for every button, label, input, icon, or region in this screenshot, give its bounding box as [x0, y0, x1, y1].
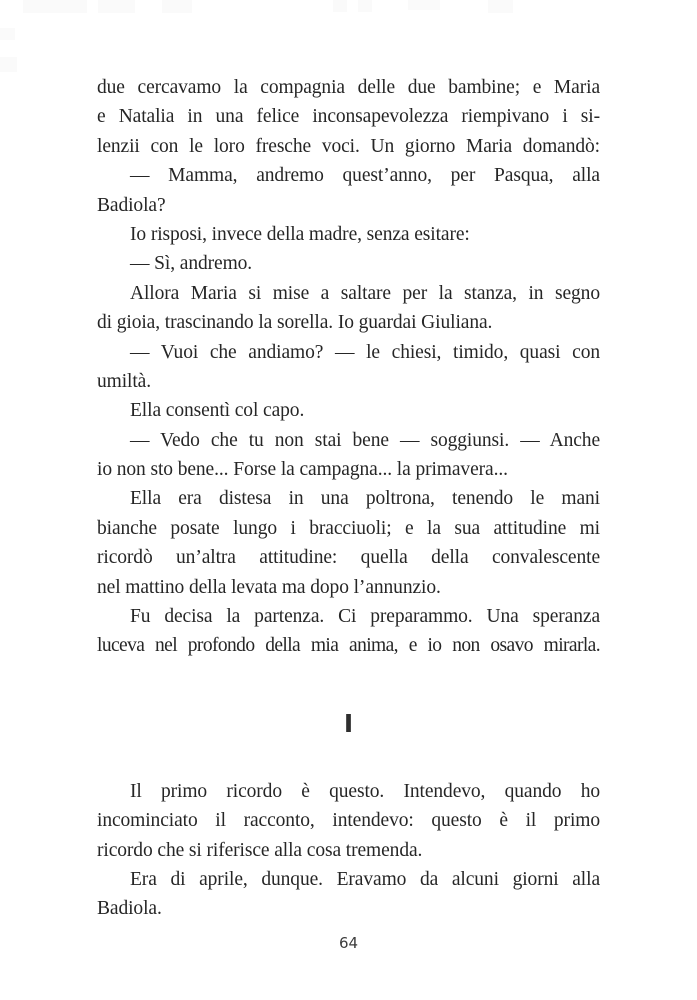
text-line: Allora Maria si mise a saltare per la stanza, in segno	[130, 282, 600, 304]
scan-artifact	[408, 0, 440, 10]
text-line: Era di aprile, dunque. Eravamo da alcuni giorni alla	[130, 868, 600, 890]
text-line: io non sto bene... Forse la campagna... la primavera...	[97, 459, 508, 481]
text-line: umiltà.	[97, 370, 152, 392]
text-line: Badiola.	[97, 898, 162, 920]
text-line: — Sì, andremo.	[130, 253, 253, 275]
text-line: Ella consentì col capo.	[130, 400, 305, 422]
text-line: ricordò un’altra attitudine: quella della convalescente	[97, 547, 600, 569]
text-line: ricordo che si riferisce alla cosa tremenda.	[97, 839, 423, 861]
text-line: due cercavamo la compagnia delle due bambine; e Maria	[97, 77, 600, 98]
scan-artifact	[358, 0, 372, 12]
page-number: 64	[338, 934, 359, 952]
text-line: e Natalia in una felice inconsapevolezza riempivano i si-	[97, 106, 600, 128]
text-line: luceva nel profondo della mia anima, e io non osavo mirarla.	[97, 635, 600, 657]
text-line: — Vuoi che andiamo? — le chiesi, timido, quasi con	[130, 341, 600, 363]
text-line: lenzii con le loro fresche voci. Un giorno Maria domandò:	[97, 135, 600, 157]
text-line: Ella era distesa in una poltrona, tenendo le mani	[130, 488, 600, 510]
body-text	[97, 73, 600, 924]
text-line: Fu decisa la partenza. Ci preparammo. Una speranza	[130, 606, 600, 628]
text-line: nel mattino della levata ma dopo l’annunzio.	[97, 576, 441, 598]
text-line: Il primo ricordo è questo. Intendevo, quando ho	[130, 780, 600, 802]
scan-artifact	[98, 0, 135, 13]
text-line: di gioia, trascinando la sorella. Io guardai Giuliana.	[97, 312, 493, 334]
scan-artifact	[67, 0, 87, 13]
scan-artifact	[162, 0, 192, 13]
text-line: Io risposi, invece della madre, senza esitare:	[130, 223, 470, 245]
section-heading: I	[343, 708, 354, 738]
text-line: bianche posate lungo i bracciuoli; e la sua attitudine mi	[97, 517, 600, 539]
paragraph-block-1	[97, 73, 600, 661]
paragraph-block-2	[97, 777, 600, 924]
scan-artifact	[333, 0, 347, 12]
text-line: — Vedo che tu non stai bene — soggiunsi. — Anche	[130, 429, 600, 451]
text-line: incominciato il racconto, intendevo: questo è il primo	[97, 810, 600, 832]
text-line: — Mamma, andremo quest’anno, per Pasqua, alla	[130, 165, 600, 187]
text-line: Badiola?	[97, 194, 166, 216]
scan-artifact	[0, 57, 17, 72]
scan-artifact	[0, 28, 15, 40]
scan-artifact	[488, 0, 513, 13]
